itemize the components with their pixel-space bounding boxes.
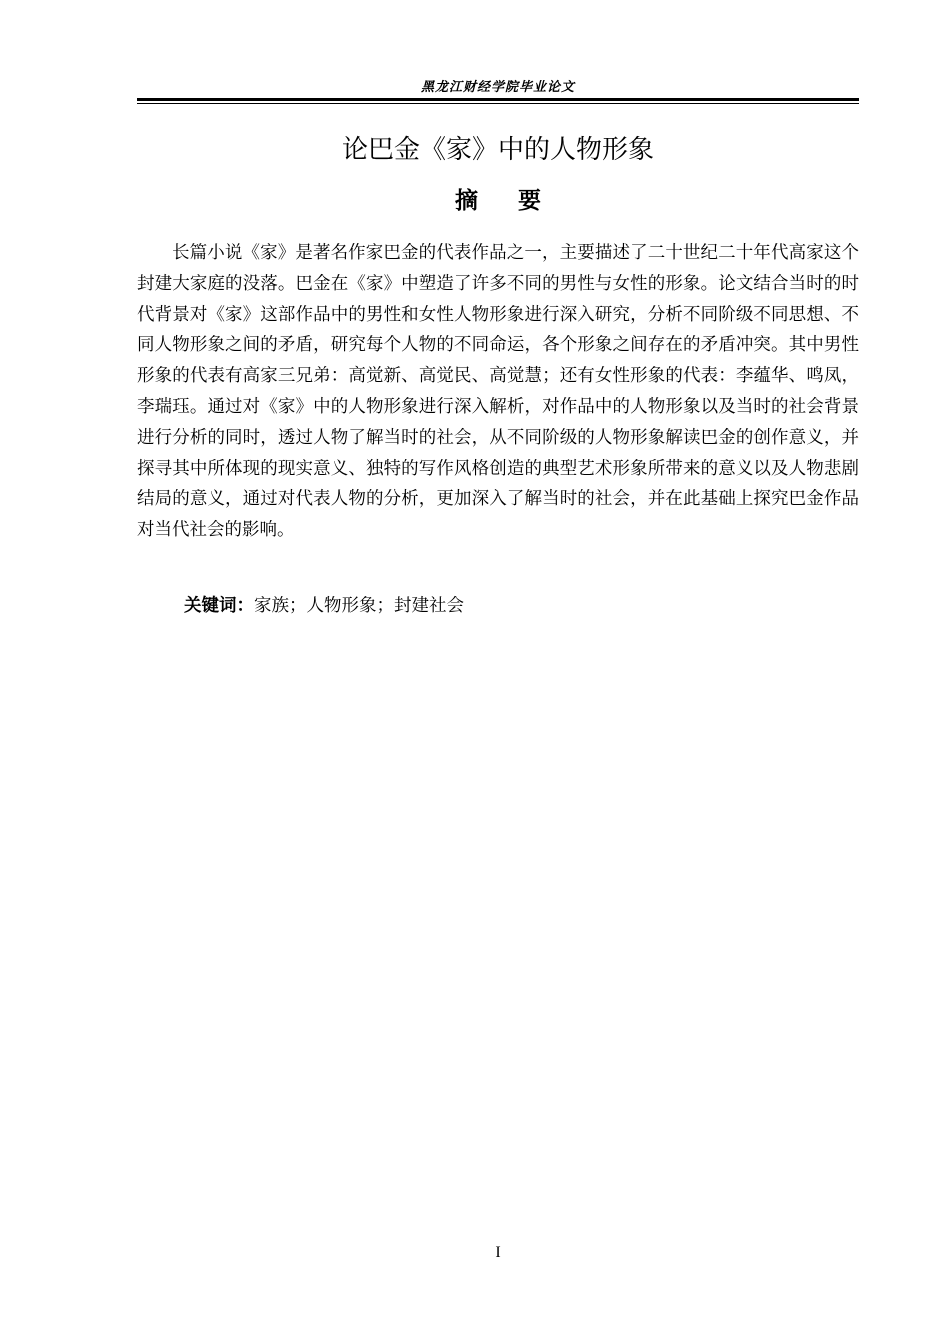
keywords-label: 关键词： (184, 596, 254, 616)
abstract-body: 长篇小说《家》是著名作家巴金的代表作品之一，主要描述了二十世纪二十年代高家这个封建大家庭的没落。巴金在《家》中塑造了许多不同的男性与女性的形象。论文结合当时的时代背景对《家》这部作品中的男性和女性人物形象进行深入研究，分析不同阶级不同思想、不同人物形象之间的矛盾，研究每个人物的不同命运，各个形象之间存在的矛盾冲突。其中男性形象的代表有高家三兄弟：高觉新、高觉民、高觉慧；还有女性形象的代表：李蕴华、鸣凤，李瑞珏。通过对《家》中的人物形象进行深入解析，对作品中的人物形象以及当时的社会背景进行分析的同时，透过人物了解当时的社会，从不同阶级的人物形象解读巴金的创作意义，并探寻其中所体现的现实意义、独特的写作风格创造的典型艺术形象所带来的意义以及人物悲剧结局的意义，通过对代表人物的分析，更加深入了解当时的社会，并在此基础上探究巴金作品对当代社会的影响。 (137, 243, 859, 541)
keywords-value: 家族；人物形象；封建社会 (254, 596, 464, 616)
abstract-heading: 摘要 (455, 188, 581, 214)
header-rule-thin (137, 103, 859, 104)
running-header: 黑龙江财经学院毕业论文 (420, 80, 575, 95)
header-rule-thick (137, 98, 859, 101)
document-title: 论巴金《家》中的人物形象 (341, 135, 654, 165)
keywords-line (184, 592, 859, 620)
page-number: I (495, 1244, 501, 1261)
